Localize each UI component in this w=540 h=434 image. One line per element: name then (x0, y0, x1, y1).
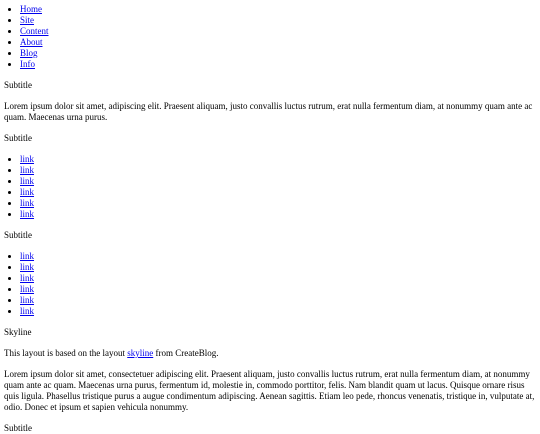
section3-subtitle: Subtitle (4, 230, 33, 240)
list-item (20, 295, 536, 306)
list-item (20, 273, 536, 284)
section3-link[interactable]: link (20, 251, 35, 261)
nav-link-content[interactable]: Content (20, 26, 49, 36)
nav-link-home[interactable]: Home (20, 4, 42, 14)
section3-link-list (4, 251, 536, 317)
section2-subtitle: Subtitle (4, 133, 33, 143)
nav-item-home (20, 4, 536, 15)
section2-link[interactable]: link (20, 165, 35, 175)
section3-link[interactable]: link (20, 295, 35, 305)
list-item (20, 306, 536, 317)
skyline-text: Lorem ipsum dolor sit amet, consectetuer adipiscing elit. Praesent aliquam, justo convallis luctus rutrum, erat nulla fermentum diam, at nonummy quam ante ac quam. Maecenas urna purus, fermentum id, molestie in, commodo porttitor, felis. Nam blandit quam ut lacus. Quisque ornare risus quis ligula. Phasellus tristique purus a augue condimentum adipiscing. Aenean sagittis. Etiam leo pede, rhoncus venenatis, tristique in, vulputate at, odio. Donec et ipsum et sapien vehicula nonummy. (4, 369, 535, 412)
section2-link[interactable]: link (20, 176, 35, 186)
list-item (20, 198, 536, 209)
section1-subtitle: Subtitle (4, 80, 33, 90)
skyline-credit-link[interactable]: skyline (127, 348, 154, 358)
list-item (20, 251, 536, 262)
list-item (20, 284, 536, 295)
section2-link[interactable]: link (20, 209, 35, 219)
nav-item-content (20, 26, 536, 37)
section3-link[interactable]: link (20, 306, 35, 316)
section4-subtitle: Subtitle (4, 423, 33, 433)
skyline-credit (4, 348, 536, 359)
main-nav (4, 4, 536, 70)
section3-link[interactable]: link (20, 273, 35, 283)
section1-text: Lorem ipsum dolor sit amet, adipiscing elit. Praesent aliquam, justo convallis luctus rutrum, erat nulla fermentum diam, at nonummy quam ante ac quam. Maecenas urna purus. (4, 101, 533, 122)
list-item (20, 165, 536, 176)
section2-link[interactable]: link (20, 154, 35, 164)
nav-item-about (20, 37, 536, 48)
nav-item-blog (20, 48, 536, 59)
list-item (20, 176, 536, 187)
section2-link-list (4, 154, 536, 220)
section3-link[interactable]: link (20, 262, 35, 272)
skyline-credit-suffix: from CreateBlog. (155, 348, 219, 358)
section3-link[interactable]: link (20, 284, 35, 294)
nav-item-site (20, 15, 536, 26)
list-item (20, 154, 536, 165)
nav-link-blog[interactable]: Blog (20, 48, 38, 58)
nav-link-info[interactable]: Info (20, 59, 35, 69)
section2-link[interactable]: link (20, 187, 35, 197)
list-item (20, 209, 536, 220)
nav-link-site[interactable]: Site (20, 15, 35, 25)
skyline-heading: Skyline (4, 327, 32, 337)
section2-link[interactable]: link (20, 198, 35, 208)
nav-link-about[interactable]: About (20, 37, 43, 47)
skyline-credit-prefix: This layout is based on the layout (4, 348, 125, 358)
list-item (20, 187, 536, 198)
list-item (20, 262, 536, 273)
nav-item-info (20, 59, 536, 70)
